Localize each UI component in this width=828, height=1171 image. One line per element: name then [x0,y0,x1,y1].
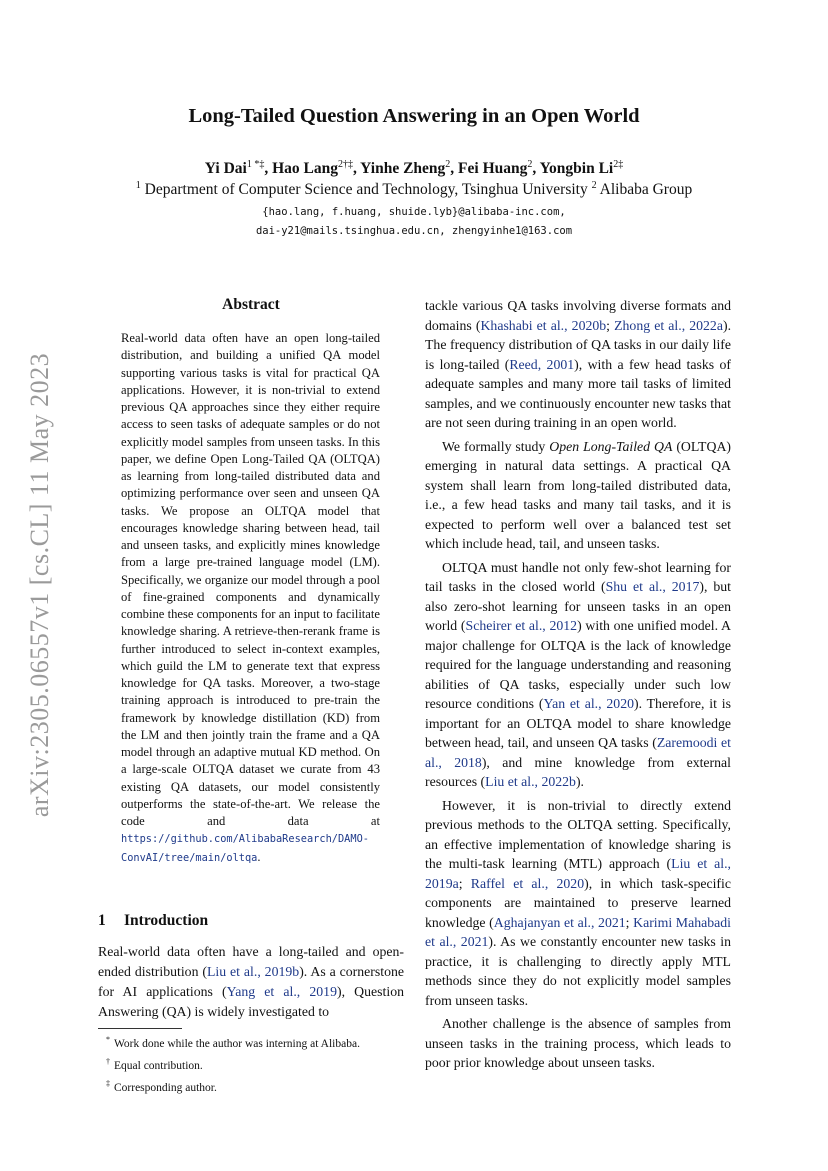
term-emphasis: Open Long-Tailed QA [549,438,673,454]
author-marks: 2‡ [613,159,624,170]
footnote: * Work done while the author was interning at Alibaba. [106,1035,360,1050]
section-title: Introduction [124,912,209,929]
citation-link[interactable]: Liu et al., 2019a [425,856,731,891]
author-name: Fei Huang [458,160,528,178]
intro-paragraph: Real-world data often have a long-tailed and open-ended distribution (Liu et al., 2019b). As a cornerstone for AI applications (Yang et al., 2019), Question Answering (QA) is widely investigated to [98,944,405,1019]
author-name: Hao Lang [272,160,338,178]
author-marks: 2 [445,159,451,170]
citation-link[interactable]: Scheirer et al., 2012 [465,618,578,633]
intro-paragraph: Another challenge is the absence of samples from unseen tasks in the training process, which leads to poor prior knowledge about unseen tasks. [425,1016,731,1070]
intro-paragraph: tackle various QA tasks involving diverse formats and domains (Khashabi et al., 2020b; Zhong et al., 2022a). The frequency distribution of QA tasks in our daily life is long-tailed (Reed, 2001), with a few head tasks of adequate samples and many more tail tasks of limited samples, and we continuously encounter new tasks that are not seen during training in an open world. [425,298,732,430]
citation-link[interactable]: Liu et al., 2022b [485,774,576,789]
author-name: Yinhe Zheng [360,160,446,178]
section-number: 1 [98,912,106,929]
citation-link[interactable]: Raffel et al., 2020 [470,875,585,891]
citation-link[interactable]: Khashabi et al., 2020b [480,317,607,333]
citation-link[interactable]: Liu et al., 2019b [206,964,300,979]
code-link[interactable]: https://github.com/AlibabaResearch/DAMO-ConvAI/tree/main/oltqa [121,833,369,864]
author-marks: 2†‡ [337,159,353,170]
author-name: Yongbin Li [539,160,614,178]
footnote-rule [98,1028,182,1029]
intro-paragraph: We formally study Open Long-Tailed QA (OLTQA) emerging in natural data settings. A practical QA system shall learn from long-tailed distributed data, i.e., a few head tasks and many tail tasks, and it is expected to perform well over a balanced test set which include head, tail, and unseen tasks. [425,438,731,551]
citation-link[interactable]: Shu et al., 2017 [605,579,700,594]
intro-paragraph: OLTQA must handle not only few-shot learning for tail tasks in the closed world (Shu et al., 2017), but also zero-shot learning for unseen tasks in an open world (Scheirer et al., 2012) with one unified model. A major challenge for OLTQA is the lack of knowledge required for the language understanding and reasoning abilities of QA tasks, especially under such low resource conditions (Yan et al., 2020). Therefore, it is important for an OLTQA model to share knowledge between head, tail, and unseen QA tasks (Zaremoodi et al., 2018), and mine knowledge from external resources (Liu et al., 2022b). [425,559,732,789]
abstract-body: Real-world data often have an open long-tailed distribution, and building a unified QA model supporting various tasks is vital for practical QA applications. However, it is non-trivial to extend previous QA approaches since they either require access to seen tasks of adequate samples or do not explicitly model samples from unseen tasks. In this paper, we define Open Long-Tailed QA (OLTQA) as learning from long-tailed distributed data and optimizing performance over seen and unseen QA tasks. We propose an OLTQA model that encourages knowledge sharing between head, tail and unseen tasks, and explicitly mines knowledge from a large pre-trained language model (LM). Specifically, we organize our model through a pool of fine-grained components and dynamically combine these components for an input to facilitate knowledge sharing. A retrieve-then-rerank frame is further introduced to select in-context examples, which guild the LM to generate text that express knowledge for QA tasks. Moreover, a two-stage training approach is introduced to pre-train the framework by knowledge distillation (KD) from the LM and then jointly train the frame and a QA model through an adaptive mutual KD method. On a large-scale OLTQA dataset we curate from 43 existing QA datasets, our model consistently outperforms the state-of-the-art. We release the code and data at https://github.com/AlibabaResearch/DAMO-ConvAI/tree/main/oltqa. [121,331,380,864]
section-heading-introduction [98,912,208,930]
intro-paragraph: However, it is non-trivial to directly extend previous methods to the OLTQA setting. Specifically, an effective implementation of knowledge sharing is the multi-task learning (MTL) approach (Liu et al., 2019a; Raffel et al., 2020), in which task-specific components are maintained to preserve learned knowledge (Aghajanyan et al., 2021; Karimi Mahabadi et al., 2021). As we constantly encounter new tasks in practice, it is challenging to directly apply MTL methods since they do not explicitly model samples from unseen tasks. [425,797,731,1008]
author-name: Yi Dai [204,160,247,178]
email-line: dai-y21@mails.tsinghua.edu.cn, zhengyinhe1@163.com [255,225,573,237]
footnotes [106,1031,406,1096]
citation-link[interactable]: Yang et al., 2019 [226,984,337,999]
citation-link[interactable]: Aghajanyan et al., 2021 [493,914,626,930]
email-line: {hao.lang, f.huang, shuide.lyb}@alibaba-inc.com, [262,206,566,218]
footnote: ‡ Corresponding author. [106,1078,217,1094]
citation-link[interactable]: Zaremoodi et al., 2018 [425,735,732,770]
footnote: † Equal contribution. [106,1056,203,1072]
citation-link[interactable]: Reed, 2001 [509,356,575,372]
paper-title: Long-Tailed Question Answering in an Open World [188,105,640,127]
abstract-heading: Abstract [222,296,280,313]
citation-link[interactable]: Karimi Mahabadi et al., 2021 [425,914,731,949]
arxiv-identifier-text: arXiv:2305.06557v1 [cs.CL] 11 May 2023 [25,352,54,818]
author-list: Yi Dai$^{1 *\ddagger}$, Hao Lang$^{2\dagger\ddagger}$, Yinhe Zheng$^2$, Fei Huang$^2$, Yongbin $Li^{2\ddagger}$ [204,159,624,178]
author-marks: 2 [527,159,533,170]
citation-link[interactable]: Yan et al., 2020 [543,696,634,711]
author-marks: 1 *‡ [246,159,265,170]
citation-link[interactable]: Zhong et al., 2022a [614,317,723,333]
affiliations: $^1$ Department of Computer Science and Technology, Tsinghua University $^2$ Alibaba Group [135,180,693,199]
right-column [425,296,731,1073]
